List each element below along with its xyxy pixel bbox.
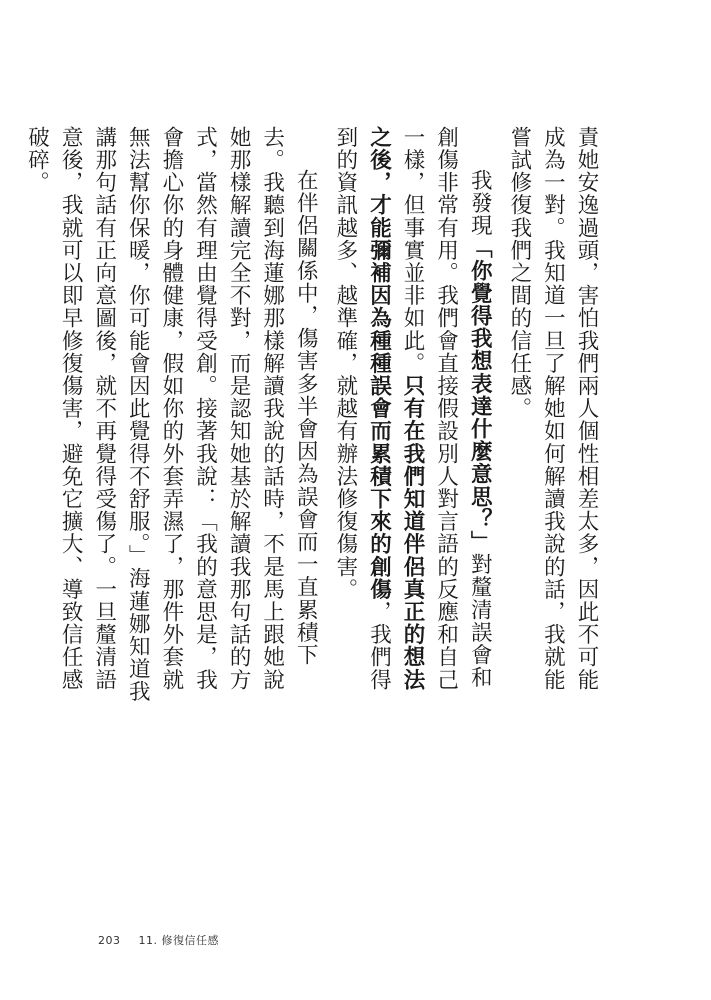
text-run: ，我們得到的資訊越多、越準確，就越有辦法修復傷害。 xyxy=(332,126,392,692)
text-run: 責她安逸過頭，害怕我們兩人個性相差太多，因此不可能成為一對。我知道一旦了解她如何解讀我說的話，我就能嘗試修復我們之間的信任感。 xyxy=(506,126,599,691)
text-run: 在伴侶關係中，傷害多半會因為誤會而一直累積下去。我聽到海蓮娜那樣解讀我說的話時，不是馬上跟她說她那樣解讀完全不對，而是認知她基於解讀我那句話的方式，當然有理由覺得受創。接著我說：「我的意思是，我會擔心你的身體健康，假如你的外套弄濕了，那件外套就無法幫你保暖，你可能會因此覺得不舒服。」海蓮娜知道我講那句話有正向意圖後，就不再覺得受傷了。一旦釐清語意後，我就可以即早修復傷害，避免它擴大、導致信任感破碎。 xyxy=(24,126,319,703)
chapter-title: 11. 修復信任感 xyxy=(138,934,219,947)
bold-text-run: 只有在我們知道伴侶真正的想法之後，才能彌補因為種種誤會而累積下來的創傷 xyxy=(366,126,426,692)
page-number: 203 xyxy=(98,934,121,947)
text-run: 對釐清誤會和創傷非常有用。我們會直接假設別人對言語的反應和自己一樣，但事實並非如此。 xyxy=(400,126,493,691)
vertical-text-body xyxy=(24,126,603,706)
paragraph xyxy=(328,126,496,706)
paragraph xyxy=(502,126,603,706)
page-footer xyxy=(98,932,219,948)
bold-text-run: 「你覺得我想表達什麼意思？」 xyxy=(467,236,493,554)
paragraph xyxy=(20,126,322,706)
text-run: 我發現 xyxy=(467,169,493,237)
